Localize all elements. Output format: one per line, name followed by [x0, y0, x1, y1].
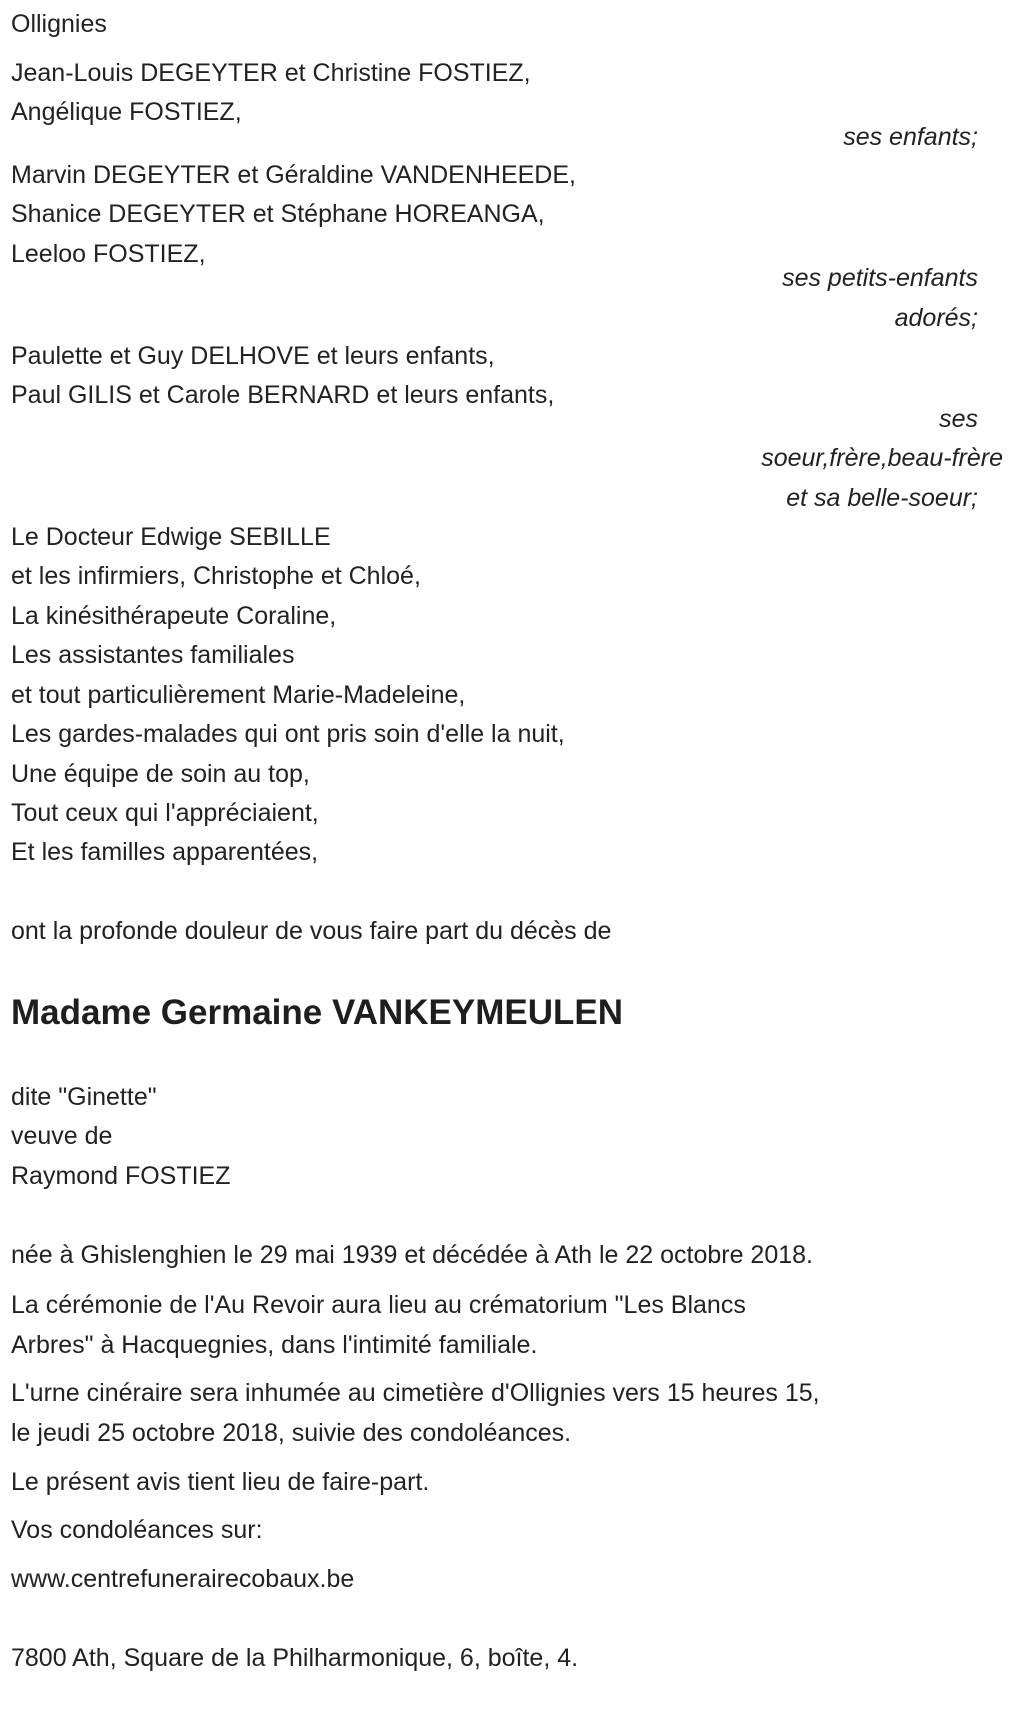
grandchildren-label: adorés;	[894, 304, 978, 332]
others-line: Les assistantes familiales	[11, 641, 295, 669]
announcement: ont la profonde douleur de vous faire part du décès de	[11, 917, 612, 945]
grandchildren-line: Leeloo FOSTIEZ,	[11, 240, 206, 268]
address: 7800 Ath, Square de la Philharmonique, 6, boîte, 4.	[11, 1644, 579, 1672]
paragraph-line: Vos condoléances sur:	[11, 1516, 263, 1544]
grandchildren-line: Shanice DEGEYTER et Stéphane HOREANGA,	[11, 200, 545, 228]
others-line: Tout ceux qui l'appréciaient,	[11, 799, 319, 827]
siblings-label: ses	[939, 405, 978, 433]
siblings-line: Paulette et Guy DELHOVE et leurs enfants,	[11, 342, 495, 370]
location: Ollignies	[11, 10, 107, 38]
deceased-detail: dite "Ginette"	[11, 1083, 157, 1111]
paragraph-line: Le présent avis tient lieu de faire-part.	[11, 1468, 430, 1496]
deceased-name: Madame Germaine VANKEYMEULEN	[11, 993, 624, 1032]
others-line: Le Docteur Edwige SEBILLE	[11, 523, 331, 551]
children-line: Jean-Louis DEGEYTER et Christine FOSTIEZ,	[11, 59, 531, 87]
others-line: et tout particulièrement Marie-Madeleine,	[11, 681, 466, 709]
others-line: Une équipe de soin au top,	[11, 760, 310, 788]
grandchildren-line: Marvin DEGEYTER et Géraldine VANDENHEEDE,	[11, 161, 576, 189]
siblings-label: et sa belle-soeur;	[786, 484, 978, 512]
others-line: Les gardes-malades qui ont pris soin d'elle la nuit,	[11, 720, 565, 748]
deceased-detail: veuve de	[11, 1122, 113, 1150]
paragraph-line: Arbres" à Hacquegnies, dans l'intimité familiale.	[11, 1331, 538, 1359]
paragraph-line: le jeudi 25 octobre 2018, suivie des condoléances.	[11, 1419, 572, 1447]
children-line: Angélique FOSTIEZ,	[11, 98, 242, 126]
others-line: Et les familles apparentées,	[11, 838, 319, 866]
others-line: et les infirmiers, Christophe et Chloé,	[11, 562, 421, 590]
website-link[interactable]: www.centrefunerairecobaux.be	[11, 1565, 355, 1593]
others-line: La kinésithérapeute Coraline,	[11, 602, 337, 630]
paragraph-line: L'urne cinéraire sera inhumée au cimetière d'Ollignies vers 15 heures 15,	[11, 1379, 820, 1407]
paragraph-line: née à Ghislenghien le 29 mai 1939 et décédée à Ath le 22 octobre 2018.	[11, 1241, 813, 1269]
children-label: ses enfants;	[843, 123, 978, 151]
deceased-detail: Raymond FOSTIEZ	[11, 1162, 231, 1190]
paragraph-line: La cérémonie de l'Au Revoir aura lieu au crématorium "Les Blancs	[11, 1291, 746, 1319]
siblings-line: Paul GILIS et Carole BERNARD et leurs enfants,	[11, 381, 555, 409]
grandchildren-label: ses petits-enfants	[782, 264, 978, 292]
siblings-label: soeur,frère,beau-frère	[761, 444, 1003, 472]
